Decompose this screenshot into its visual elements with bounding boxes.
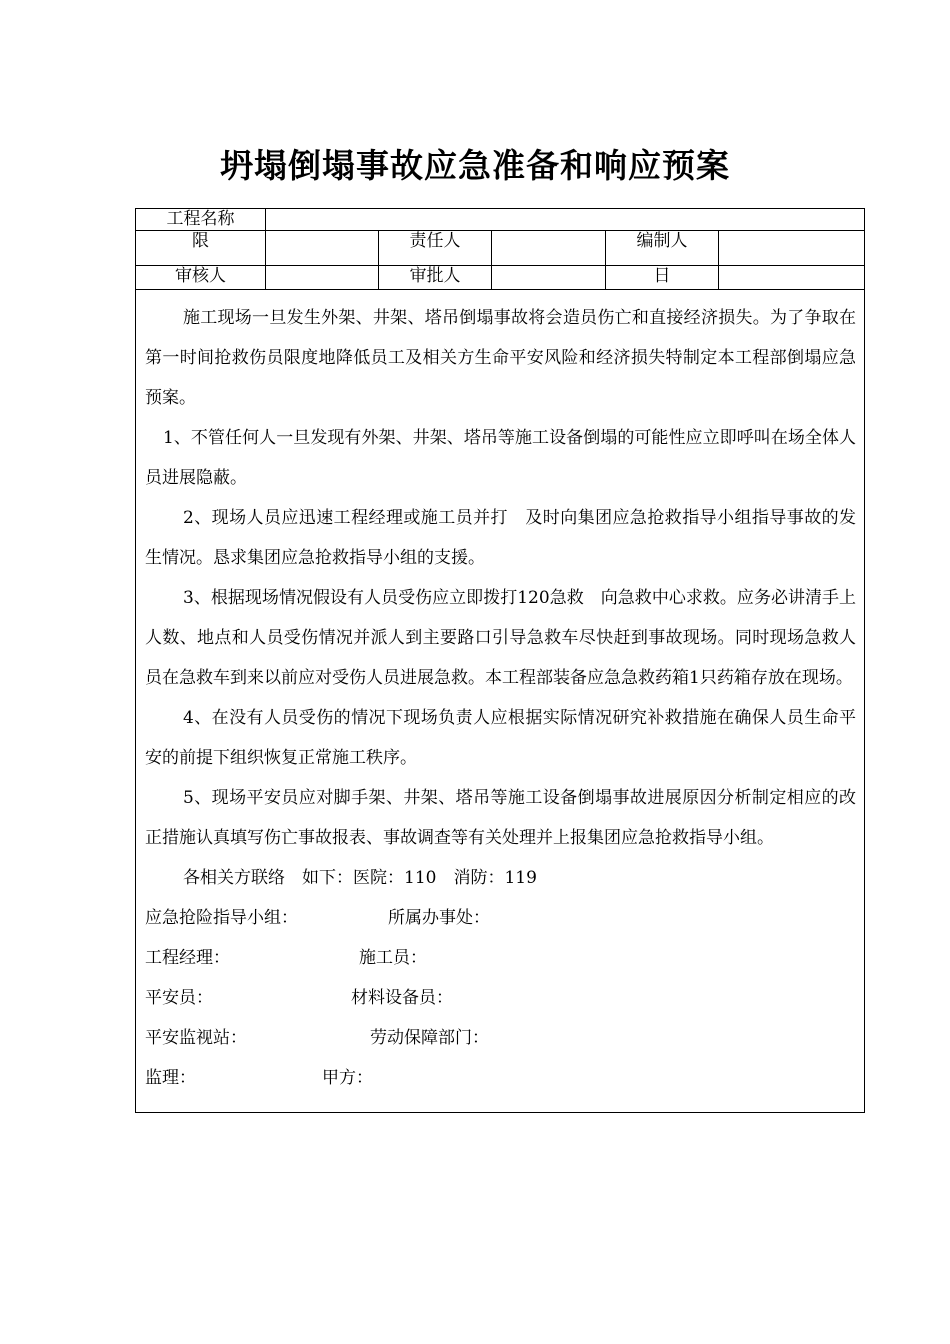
contact-right: 所属办事处： bbox=[388, 908, 490, 928]
approver-label: 审批人 bbox=[379, 266, 492, 290]
form-row-review bbox=[136, 266, 865, 290]
project-name-label: 工程名称 bbox=[136, 209, 266, 231]
contact-row bbox=[145, 1018, 856, 1058]
limit-field[interactable] bbox=[266, 231, 379, 266]
form-row-limit bbox=[136, 231, 865, 266]
date-field[interactable] bbox=[719, 266, 865, 290]
item-1-paragraph: 1、不管任何人一旦发现有外架、井架、塔吊等施工设备倒塌的可能性应立即呼叫在场全体人员进展隐蔽。 bbox=[145, 428, 857, 488]
contact-left: 平安监视站： bbox=[145, 1028, 247, 1048]
item-5-paragraph: 5、现场平安员应对脚手架、井架、塔吊等施工设备倒塌事故进展原因分析制定相应的改正措施认真填写伤亡事故报表、事故调查等有关处理并上报集团应急抢救指导小组。 bbox=[145, 788, 857, 848]
limit-label: 限 bbox=[136, 231, 266, 266]
item-3-paragraph: 3、根据现场情况假设有人员受伤应立即拨打120急救 向急救中心求救。应务必讲清手上人数、地点和人员受伤情况并派人到主要路口引导急救车尽快赶到事故现场。同时现场急救人员在急救车到来以前应对受伤人员进展急救。本工程部装备应急急救药箱1只药箱存放在现场。 bbox=[145, 588, 857, 688]
responsible-field[interactable] bbox=[492, 231, 606, 266]
contacts-line: 各相关方联络 如下：医院：110 消防：119 bbox=[183, 868, 537, 888]
contact-row bbox=[145, 898, 856, 938]
contact-row bbox=[145, 978, 856, 1018]
project-name-field[interactable] bbox=[266, 209, 865, 231]
responsible-label: 责任人 bbox=[379, 231, 492, 266]
plan-content bbox=[136, 290, 865, 1113]
date-label: 日 bbox=[606, 266, 719, 290]
reviewer-field[interactable] bbox=[266, 266, 379, 290]
approver-field[interactable] bbox=[492, 266, 606, 290]
item-4-paragraph: 4、在没有人员受伤的情况下现场负责人应根据实际情况研究补救措施在确保人员生命平安的前提下组织恢复正常施工秩序。 bbox=[145, 708, 857, 768]
contact-row bbox=[145, 1058, 856, 1098]
contact-right: 施工员： bbox=[359, 948, 427, 968]
reviewer-label: 审核人 bbox=[136, 266, 266, 290]
document-title: 坍塌倒塌事故应急准备和响应预案 bbox=[220, 146, 730, 185]
compiler-field[interactable] bbox=[719, 231, 865, 266]
contact-left: 监理： bbox=[145, 1068, 196, 1088]
compiler-label: 编制人 bbox=[606, 231, 719, 266]
form-row-project bbox=[136, 209, 865, 231]
contact-right: 材料设备员： bbox=[351, 988, 453, 1008]
emergency-plan-form bbox=[135, 208, 865, 1113]
contact-left: 工程经理： bbox=[145, 948, 230, 968]
intro-paragraph: 施工现场一旦发生外架、井架、塔吊倒塌事故将会造员伤亡和直接经济损失。为了争取在第一时间抢救伤员限度地降低员工及相关方生命平安风险和经济损失特制定本工程部倒塌应急预案。 bbox=[145, 308, 857, 408]
contact-left: 平安员： bbox=[145, 988, 213, 1008]
form-row-content bbox=[136, 290, 865, 1113]
contact-left: 应急抢险指导小组： bbox=[145, 908, 298, 928]
item-2-paragraph: 2、现场人员应迅速工程经理或施工员并打 及时向集团应急抢救指导小组指导事故的发生情况。恳求集团应急抢救指导小组的支援。 bbox=[145, 508, 857, 568]
contact-row bbox=[145, 938, 856, 978]
contact-right: 甲方： bbox=[322, 1068, 373, 1088]
contact-right: 劳动保障部门： bbox=[370, 1028, 489, 1048]
